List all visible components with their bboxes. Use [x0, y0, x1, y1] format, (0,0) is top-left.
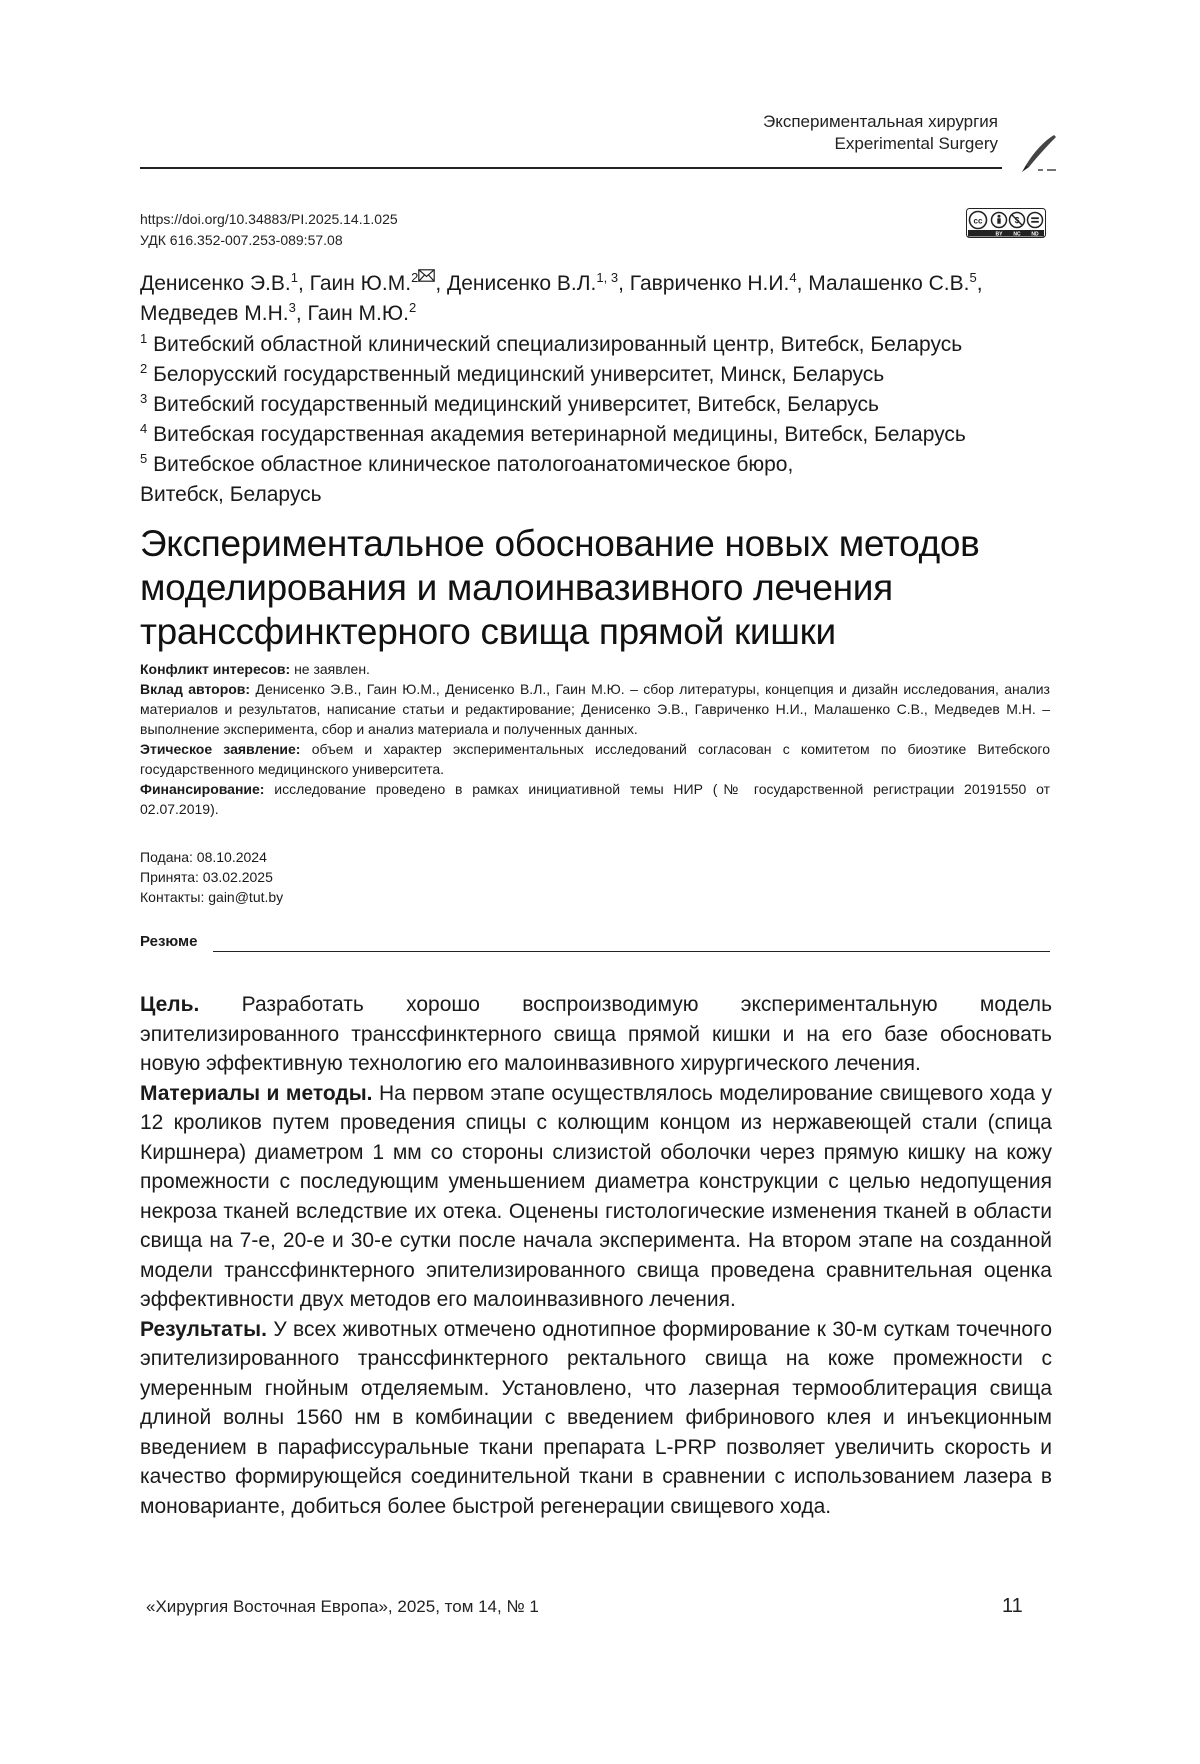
affiliation-item: 5 Витебское областное клиническое патологоанатомическое бюро, Витебск, Беларусь — [140, 450, 880, 510]
page-number: 11 — [1002, 1595, 1023, 1618]
svg-text:cc: cc — [974, 216, 983, 225]
author-affiliation-ref: 1 — [291, 270, 298, 285]
journal-citation: «Хирургия Восточная Европа», 2025, том 14, № 1 — [146, 1597, 539, 1617]
scalpel-feather-icon — [1018, 132, 1058, 174]
doi-link[interactable]: https://doi.org/10.34883/PI.2025.14.1.025 — [140, 209, 398, 230]
article-title: Экспериментальное обоснование новых методов моделирования и малоинвазивного лечения транссфинктерного свища прямой кишки — [140, 522, 1080, 654]
resume-label: Резюме — [140, 933, 197, 950]
resume-rule — [213, 951, 1050, 952]
author-affiliation-ref: 2 — [409, 300, 416, 315]
author-affiliation-ref: 2 — [411, 270, 418, 285]
accepted-date: Принята: 03.02.2025 — [140, 867, 283, 887]
udc-code: УДК 616.352-007.253-089:57.08 — [140, 230, 398, 251]
affiliation-item: 3 Витебский государственный медицинский университет, Витебск, Беларусь — [140, 390, 1070, 420]
journal-name-en: Experimental Surgery — [763, 133, 998, 155]
svg-text:NC: NC — [1013, 231, 1021, 237]
envelope-icon[interactable] — [418, 269, 435, 282]
author-affiliation-ref: 3 — [289, 300, 296, 315]
author-name: Гаин Ю.М. — [310, 272, 411, 295]
author-name: Медведев М.Н. — [140, 302, 289, 325]
author-contribution: Вклад авторов: Денисенко Э.В., Гаин Ю.М., Денисенко В.Л., Гаин М.Ю. – сбор литературы, концепция и дизайн исследования, анализ материалов и результатов, написание статьи и редактирование; Денисенко Э.В., Гавриченко Н.И., Малашенко С.В., Медведев М.Н. – выполнение эксперимента, сбор и анализ материала и полученных данных. — [140, 679, 1050, 739]
author-name: Денисенко В.Л. — [447, 272, 596, 295]
author-name: Малашенко С.В. — [808, 272, 969, 295]
author-name: Денисенко Э.В. — [140, 272, 291, 295]
abstract-results: Результаты. У всех животных отмечено однотипное формирование к 30-м суткам точечного эпителизированного транссфинктерного ректального свища на коже промежности с умеренным гнойным отделяемым. Установлено, что лазерная термооблитерация свища длиной волны 1560 нм в комбинации с введением фибринового клея и инъекционным введением в парафиссуральные ткани препарата L-PRP позволяет увеличить скорость и качество формирующейся соединительной ткани в сравнении с использованием лазера в моноварианте, добиться более быстрой регенерации свищевого хода. — [140, 1315, 1052, 1522]
resume-heading — [140, 933, 1050, 955]
journal-header — [763, 111, 998, 155]
author-list: Денисенко Э.В.1, Гаин Ю.М.2 , Денисенко В.Л.1, 3, Гавриченко Н.И.4, Малашенко С.В.5, Медведев М.Н.3, Гаин М.Ю.2 — [140, 269, 1065, 329]
article-identifiers — [140, 209, 398, 251]
affiliation-list — [140, 330, 1070, 510]
affiliation-item: 4 Витебская государственная академия ветеринарной медицины, Витебск, Беларусь — [140, 420, 1070, 450]
abstract — [140, 990, 1052, 1521]
author-name: Гавриченко Н.И. — [630, 272, 790, 295]
affiliation-item: 2 Белорусский государственный медицинский университет, Минск, Беларусь — [140, 360, 1070, 390]
svg-text:BY: BY — [996, 231, 1004, 237]
cc-license-badge[interactable] — [966, 208, 1046, 238]
header-rule — [140, 167, 1002, 169]
abstract-aim: Цель. Разработать хорошо воспроизводимую экспериментальную модель эпителизированного транссфинктерного свища прямой кишки и на его базе обосновать новую эффективную технологию его малоинвазивного хирургического лечения. — [140, 990, 1052, 1079]
conflict-of-interest: Конфликт интересов: не заявлен. — [140, 659, 1050, 679]
svg-text:ND: ND — [1031, 231, 1039, 237]
article-dates — [140, 847, 283, 907]
author-affiliation-ref: 4 — [789, 270, 796, 285]
affiliation-item: 1 Витебский областной клинический специализированный центр, Витебск, Беларусь — [140, 330, 1070, 360]
author-affiliation-ref: 1, 3 — [596, 270, 618, 285]
author-affiliation-ref: 5 — [969, 270, 976, 285]
article-declarations — [140, 659, 1050, 819]
abstract-methods: Материалы и методы. На первом этапе осуществлялось моделирование свищевого хода у 12 кроликов путем проведения спицы с колющим концом из нержавеющей стали (спица Киршнера) диаметром 1 мм со стороны слизистой оболочки через прямую кишку на кожу промежности с последующим уменьшением диаметра конструкции с целью недопущения некроза тканей вследствие их отека. Оценены гистологические изменения тканей в области свища на 7-е, 20-е и 30-е сутки после начала эксперимента. На втором этапе на созданной модели транссфинктерного эпителизированного свища проведена сравнительная оценка эффективности двух методов его малоинвазивного лечения. — [140, 1079, 1052, 1315]
funding-statement: Финансирование: исследование проведено в рамках инициативной темы НИР (№ государственной регистрации 20191550 от 02.07.2019). — [140, 779, 1050, 819]
contact-email[interactable]: Контакты: gain@tut.by — [140, 887, 283, 907]
journal-name-ru: Экспериментальная хирургия — [763, 111, 998, 133]
submitted-date: Подана: 08.10.2024 — [140, 847, 283, 867]
author-name: Гаин М.Ю. — [308, 302, 409, 325]
ethics-statement: Этическое заявление: объем и характер экспериментальных исследований согласован с комитетом по биоэтике Витебского государственного медицинского университета. — [140, 739, 1050, 779]
